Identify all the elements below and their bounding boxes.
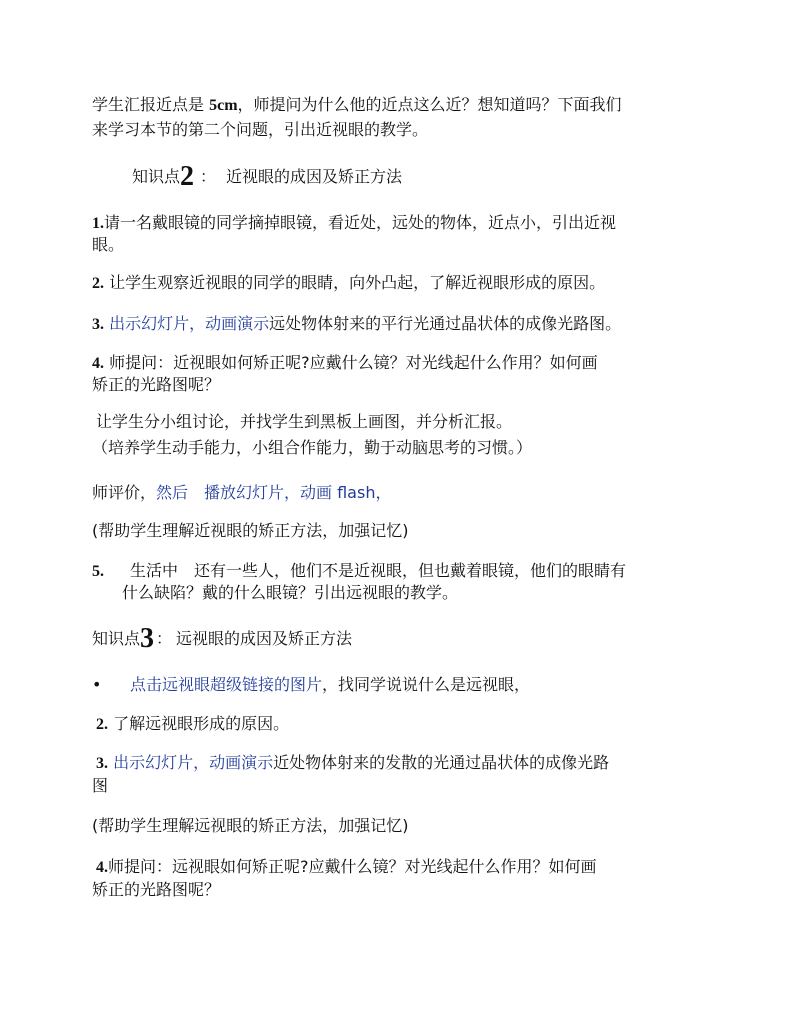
item-2b	[96, 713, 716, 736]
intro-line-1	[92, 94, 712, 117]
item-2	[92, 272, 712, 295]
item-5-line-2: 什么缺陷？戴的什么眼镜？引出远视眼的教学。	[122, 583, 459, 602]
item-text: 请一名戴眼镜的同学摘掉眼镜，看近处，远处的物体，近点小，引出近视	[104, 213, 617, 232]
heading-sep: ：	[200, 167, 217, 186]
item-3	[92, 313, 712, 336]
item-4b-line-2: 矫正的光路图呢？	[92, 880, 221, 899]
goal-line: （培养学生动手能力，小组合作能力，勤于动脑思考的习惯。）	[92, 438, 533, 457]
item-4b-line-1	[96, 856, 716, 879]
item-text: 近处物体射来的发散的光通过晶状体的成像光路	[273, 753, 610, 772]
item-text: 让学生观察近视眼的同学的眼睛，向外凸起，了解近视眼形成的原因。	[104, 273, 606, 292]
near-point-value: 5cm	[209, 97, 238, 114]
help-note-2: (帮助学生理解远视眼的矫正方法，加强记忆)	[92, 816, 409, 835]
item-number: 2.	[96, 716, 108, 733]
item-text: 远处物体射来的平行光通过晶状体的成像光路图。	[269, 314, 622, 333]
heading-prefix: 知识点	[92, 629, 141, 648]
item-4-line-1	[92, 352, 712, 375]
item-3b-line-1	[96, 752, 716, 775]
slideshow-link[interactable]: 出示幻灯片，动画演示	[104, 314, 270, 333]
item-text: 师提问：近视眼如何矫正呢?应戴什么镜？对光线起什么作用？如何画	[104, 353, 598, 372]
heading-title: 近视眼的成因及矫正方法	[226, 167, 403, 186]
flash-animation-link[interactable]: 然后 播放幻灯片，动画 flash，	[156, 483, 392, 502]
item-1-line-1	[92, 212, 712, 235]
item-1-line-2: 眼。	[92, 235, 125, 254]
item-3b-line-2: 图	[92, 776, 109, 795]
item-number: 2.	[92, 275, 104, 292]
item-number: 4.	[92, 355, 104, 372]
heading-title: 远视眼的成因及矫正方法	[176, 629, 353, 648]
item-text: 生活中 还有一些人，他们不是近视眼，但也戴着眼镜，他们的眼睛有	[114, 561, 627, 580]
item-number: 1.	[92, 215, 104, 232]
heading-knowledge-point-2	[132, 161, 752, 192]
item-number: 5.	[92, 563, 104, 580]
bullet-icon: •	[92, 675, 102, 694]
intro-text: 学生汇报近点是	[92, 95, 210, 114]
item-text: 师提问：远视眼如何矫正呢?应戴什么镜？对光线起什么作用？如何画	[108, 857, 597, 876]
slideshow-link[interactable]: 出示幻灯片，动画演示	[108, 753, 274, 772]
heading-prefix: 知识点	[132, 167, 181, 186]
item-number: 4.	[96, 859, 108, 876]
help-note-1: (帮助学生理解近视眼的矫正方法，加强记忆)	[92, 521, 409, 540]
heading-number: 2	[180, 161, 195, 192]
item-number: 3.	[92, 316, 104, 333]
bullet-item	[92, 674, 712, 696]
item-5-line-1	[92, 560, 712, 583]
heading-knowledge-point-3	[92, 623, 712, 654]
item-text: 了解远视眼形成的原因。	[108, 714, 290, 733]
item-number: 3.	[96, 755, 108, 772]
evaluation-line	[92, 482, 712, 504]
discussion-line: 让学生分小组讨论，并找学生到黑板上画图，并分析汇报。	[96, 412, 513, 431]
intro-text-cont: ，师提问为什么他的近点这么近？想知道吗？下面我们	[237, 95, 622, 114]
heading-sep: ：	[156, 629, 173, 648]
intro-line-2: 来学习本节的第二个问题，引出近视眼的教学。	[92, 120, 429, 139]
far-sighted-image-link[interactable]: 点击远视眼超级链接的图片	[130, 675, 323, 694]
evaluation-text: 师评价，	[92, 483, 157, 502]
bullet-text: ，找同学说说什么是远视眼，	[322, 675, 531, 694]
heading-number: 3	[140, 623, 155, 654]
item-4-line-2: 矫正的光路图呢？	[92, 375, 221, 394]
